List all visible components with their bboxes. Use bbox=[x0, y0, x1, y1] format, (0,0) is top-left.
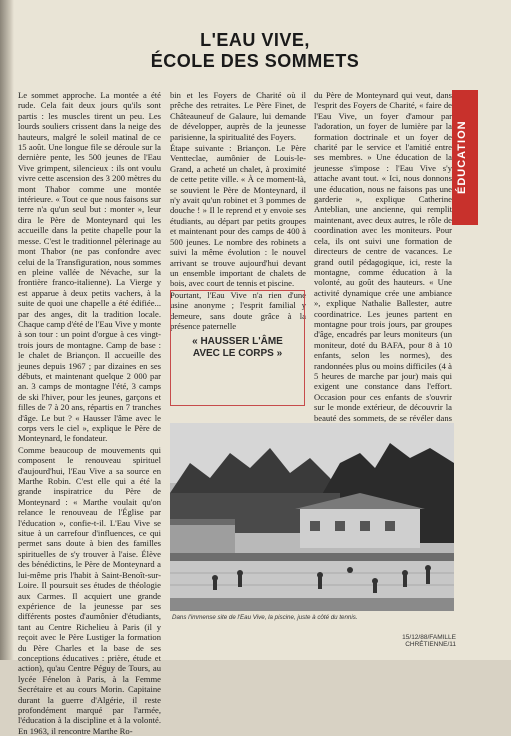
section-tab-label: ÉDUCATION bbox=[456, 120, 468, 195]
paragraph: Pourtant, l'Eau Vive n'a rien d'une usine anonyme ; l'esprit familial y demeure, sans doute grâce à la présence paternelle bbox=[170, 289, 306, 331]
paragraph: Comme beaucoup de mouvements qui composent le renouveau spirituel d'aujourd'hui, l'Eau Vive a sa source en Marthe Robin. C'est elle qui a été la grande inspiratrice du Père de Monteynard : « Marthe voulait qu'on relance le renouveau de l'Église par l'éducation », confie-t-il. L'Eau Vive se situe à un carrefour d'influences, ce qui permet sans doute à bien des familles spirituelles de s'y trouver à l'aise. Élève des bénédictins, le Père de Monteynard a lui-même pris l'habit à Saint-Benoît-sur-Loire. Il poursuit ses études de théologie aux Carmes. Il acquiert une grande expérience de la jeunesse par ses différents postes d'aumônier d'étudiants, tant au Centre Richelieu à Paris (il y reçoit avec le Père Lustiger la formation du Père Charles et la base de ses conceptions éducatives : prière, étude et action), qu'au Centre Péguy de Tours, au lycée Fénelon à Paris, à la Femme Secrétaire et au cours Morin. Capitaine durant la guerre d'Algérie, il reste profondément marqué par l'armée, l'éducation à la discipline et à la volonté. En 1963, il rencontre Marthe Ro- bbox=[18, 444, 161, 736]
pull-quote: « HAUSSER L'ÂME AVEC LE CORPS » bbox=[192, 336, 283, 359]
text-column-2 bbox=[170, 90, 306, 331]
pull-quote-box bbox=[170, 290, 305, 406]
article-title bbox=[150, 30, 360, 72]
paragraph: du Père de Monteynard qui veut, dans l'esprit des Foyers de Charité, « faire de l'Eau Vive, un foyer d'amour par l'adoration, un foyer de lumière par la formation doctrinale et un foyer de charité par le service et l'amitié entre ses membres. » Une éducation de la jeunesse s'impose : l'Eau Vive s'y attache avant tout. « Ici, nous donnons une éducation, nous ne faisons pas une garderie », explique Catherine Anteblian, une ancienne, qui remplit maintenant, avec deux autres, le rôle de coordination avec les moniteurs. Pour cela, ils ont suivi une formation de directeurs de centre de vacances. Le grand outil pédagogique, ici, reste la montagne, comme éducation à la volonté, au goût des hauteurs. « Une activité dynamique crée une ambiance », explique Nathalie Ballester, autre coordinatrice. Les jeunes partent en montagne pour trois jours, par groupes d'âge, encadrés par leurs moniteurs (un moniteur, doté du BAFA, pour 8 à 10 enfants, selon les normes), des randonnées plus ou moins difficiles (4 à 5 heures de marche par jour) mais qui exigent une constance dans l'effort. Occasion pour ces enfants de s'ouvrir sur le monde extérieur, de découvrir la beauté des sommets, de se révéler dans bbox=[314, 90, 452, 423]
paragraph: bin et les Foyers de Charité où il prêche des retraites. Le Père Finet, de Châteauneuf de Galaure, lui demande de développer, auprès de la jeunesse parisienne, la spiritualité des Foyers. bbox=[170, 90, 306, 142]
pool-photo-illustration bbox=[170, 423, 454, 611]
paragraph: Le sommet approche. La montée a été rude. Cela fait deux jours qu'ils sont partis : les muscles tirent un peu. Les lourds souliers crissent dans la neige des hauteurs, malgré le soleil matinal de ce 15 août. Une longue file se déroule sur la dernière pente, les 500 jeunes de l'Eau Vive grimpent, silencieux : ils ont voulu vivre cette ascension des 3 200 mètres du mont Thabor comme une montée intérieure. « Tout ce que nous faisons sur terre n'a qu'un seul but : monter », leur dira le Père de Monteynard qui les accueille dans la petite chapelle pour la messe. C'est le traditionnel pèlerinage au mont Thabor (ne pas confondre avec celui de la Transfiguration, nous sommes en pleine vallée de Névache, sur la frontière franco-italienne). La Vierge y est apparue à deux petits vachers, à la suite de quoi une chapelle a été édifiée... par des anges, dit la tradition locale. Chaque camp d'été de l'Eau Vive y monte à son tour : un point d'orgue à ces vingt-trois jours de montagne. Camp de base : le chalet de Briançon. Il accueille des jeunes depuis 1967 ; par dizaines en ses débuts, et maintenant quelque 2 000 par an. 3 camps de montagne l'été, 3 camps de ski l'hiver, pour les jeunes, garçons et filles de 7 à 20 ans, répartis en 7 tranches d'âge. Le but ? « Hausser l'âme avec le corps vers le ciel », explique le Père de Monteynard, le fondateur. bbox=[18, 90, 161, 444]
page-folio: 15/12/88/FAMILLE CHRÉTIENNE/11 bbox=[402, 634, 456, 648]
title-line-1: L'EAU VIVE, bbox=[200, 30, 310, 50]
section-tab bbox=[452, 90, 478, 225]
text-column-3 bbox=[314, 90, 452, 423]
photo-pool bbox=[170, 423, 454, 611]
page-binding-shadow bbox=[0, 0, 14, 660]
title-line-2: ÉCOLE DES SOMMETS bbox=[150, 51, 360, 71]
paragraph: Étape suivante : Briançon. Le Père Ventteclae, aumônier de Louis-le-Grand, a acheté un chalet, à proximité de cette petite ville. « À ce moment-là, se souvient le Père de Monteynard, il n'y avait qu'un robinet et 3 pommes de douche ! » Il le reprend et y envoie ses étudiants, au départ par petits groupes et maintenant pour des camps de 400 à 500 jeunes. Le nombre des robinets a suivi la même évolution : le nouvel arrivant se trouve aujourd'hui devant un ensemble important de chalets de bois, avec court de tennis et piscine. bbox=[170, 143, 306, 289]
text-column-1 bbox=[18, 90, 161, 736]
photo-caption: Dans l'immense site de l'Eau Vive, la piscine, juste à côté du tennis. bbox=[172, 614, 358, 621]
